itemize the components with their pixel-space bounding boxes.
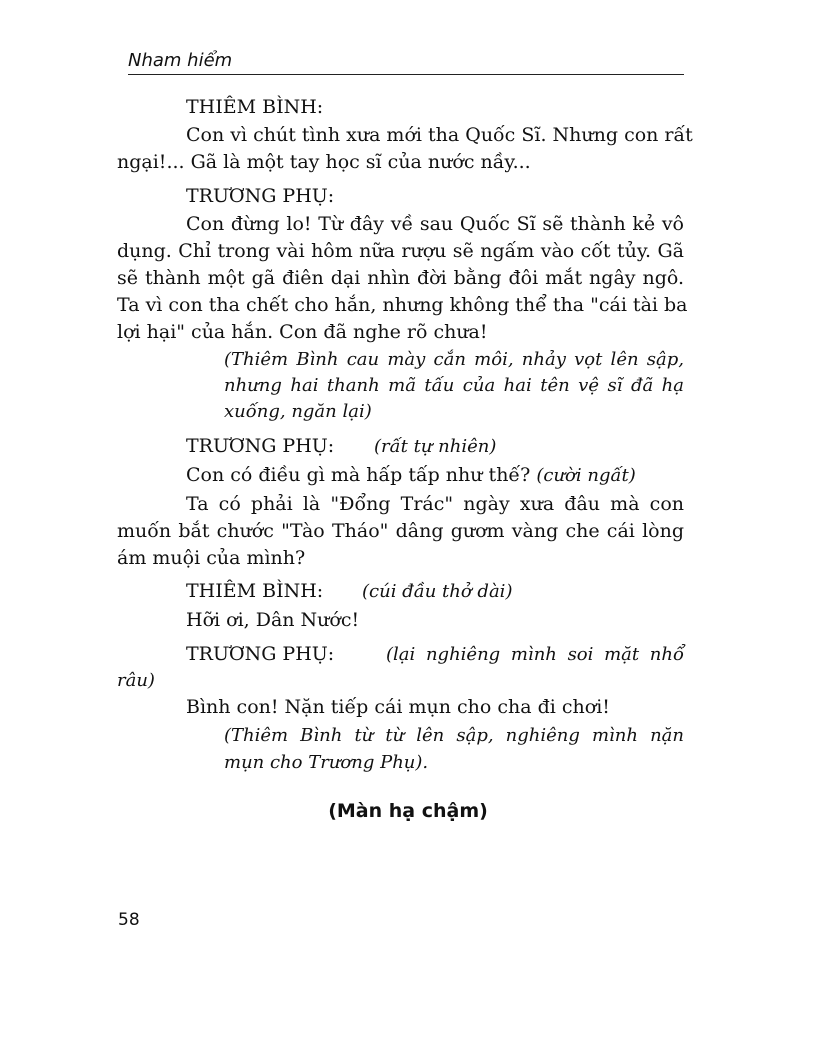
- scene-closing: (Màn hạ chậm): [328, 800, 488, 822]
- stage-cue: (lại nghiêng mình soi mặt nhổ: [386, 644, 684, 665]
- dialogue-line: ngại!... Gã là một tay học sĩ của nước nầy...: [117, 151, 531, 173]
- stage-direction: xuống, ngăn lại): [224, 401, 372, 422]
- speaker-thiem-binh: THIÊM BÌNH:: [186, 580, 324, 602]
- speaker-truong-phu: TRƯƠNG PHỤ:: [186, 185, 335, 207]
- dialogue-line: Hỡi ơi, Dân Nước!: [186, 609, 360, 631]
- dialogue-line: Con vì chút tình xưa mới tha Quốc Sĩ. Nhưng con rất: [186, 124, 693, 146]
- stage-direction: nhưng hai thanh mã tấu của hai tên vệ sĩ đã hạ: [224, 375, 684, 396]
- header-title: Nham hiểm: [128, 50, 233, 71]
- dialogue-line: Con đừng lo! Từ đây về sau Quốc Sĩ sẽ thành kẻ vô: [186, 213, 684, 235]
- dialogue-line: dụng. Chỉ trong vài hôm nữa rượu sẽ ngấm vào cốt tủy. Gã: [117, 240, 684, 262]
- speaker-thiem-binh: THIÊM BÌNH:: [186, 96, 324, 118]
- dialogue-line: [186, 462, 636, 489]
- running-header: [128, 50, 684, 75]
- stage-cue: (cúi đầu thở dài): [362, 581, 513, 602]
- page-number: 58: [118, 910, 140, 930]
- stage-direction: mụn cho Trương Phụ).: [224, 752, 429, 773]
- dialogue-line: Ta vì con tha chết cho hắn, nhưng không thể tha "cái tài ba: [117, 294, 688, 316]
- dialogue-line: ám muội của mình?: [117, 547, 306, 569]
- stage-cue: (cười ngất): [536, 465, 636, 486]
- stage-direction: (Thiêm Bình từ từ lên sập, nghiêng mình nặn: [224, 725, 684, 746]
- stage-direction: (Thiêm Bình cau mày cắn môi, nhảy vọt lên sập,: [224, 349, 684, 370]
- dialogue-line: lợi hại" của hắn. Con đã nghe rõ chưa!: [117, 321, 488, 343]
- dialogue-line: Ta có phải là "Đổng Trác" ngày xưa đâu mà con: [186, 493, 684, 515]
- dialogue-text: Con có điều gì mà hấp tấp như thế?: [186, 464, 531, 486]
- dialogue-line: sẽ thành một gã điên dại nhìn đời bằng đôi mắt ngây ngô.: [117, 267, 684, 289]
- stage-cue: (rất tự nhiên): [374, 436, 497, 457]
- speaker-truong-phu: TRƯƠNG PHỤ:: [186, 435, 335, 457]
- stage-cue: râu): [117, 670, 155, 691]
- dialogue-line: muốn bắt chước "Tào Tháo" dâng gươm vàng che cái lòng: [117, 520, 684, 542]
- dialogue-line: Bình con! Nặn tiếp cái mụn cho cha đi chơi!: [186, 696, 610, 718]
- speaker-truong-phu: TRƯƠNG PHỤ:: [186, 643, 335, 665]
